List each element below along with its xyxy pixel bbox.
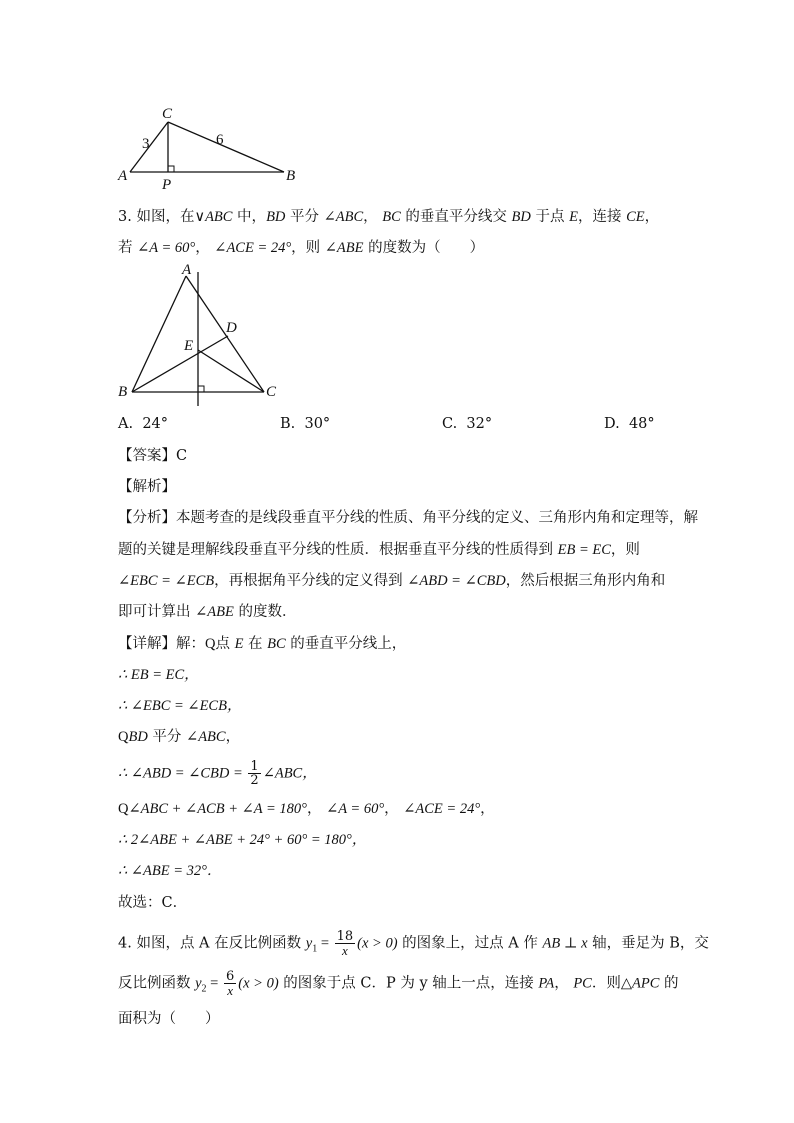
right-angle-mark (168, 166, 174, 172)
math: △APC (620, 975, 660, 992)
detail-line-7: ∴ 2∠ABE + ∠ABE + 24° + 60° = 180°， (118, 832, 367, 848)
fraction-denominator: 2 (250, 773, 259, 788)
text: ，再根据角平分线的定义得到 (214, 573, 408, 589)
math: EB = EC (557, 542, 611, 558)
text: ， (225, 729, 241, 745)
label-e: E (184, 338, 194, 354)
option-value: 24° (142, 416, 169, 432)
text: 平分 (285, 209, 324, 225)
fraction-6-over-x (224, 970, 236, 997)
text: ， (480, 801, 495, 817)
math: ∠EBC = ∠ECB (118, 573, 215, 589)
math: AB ⊥ x (542, 935, 588, 952)
math-abc: ∠ABC (323, 209, 364, 225)
text: 平分 (147, 729, 187, 745)
segment-bd (132, 336, 228, 392)
label-c: C (266, 384, 277, 400)
option-c (442, 414, 492, 434)
text: ， (644, 209, 660, 225)
math-e: E (569, 209, 578, 225)
text: 【详解】解： (118, 636, 205, 652)
option-value: 30° (304, 416, 331, 432)
detail-line-8: ∴ ∠ABE = 32°． (118, 863, 222, 879)
text: ， (363, 209, 383, 225)
text: ，然后根据三角形内角和 (505, 573, 666, 589)
fraction-numerator: 18 (336, 929, 354, 944)
math: ∠ACE = 24° (403, 801, 481, 817)
math-angle-abe: ∠ABE (324, 240, 364, 256)
because-symbol: Q (205, 636, 216, 652)
option-letter: C. (442, 416, 458, 432)
text: ．则 (591, 975, 621, 992)
option-d (604, 414, 655, 434)
text: 4. 如图，点 A 在反比例函数 (118, 935, 306, 952)
text: 的图象于点 C．P 为 y 轴上一点，连接 (278, 975, 539, 992)
text: 的度数为（ ） (363, 240, 485, 256)
detail-line-5 (118, 760, 317, 787)
analysis-line-1: 【分析】本题考查的是线段垂直平分线的性质、角平分线的定义、三角形内角和定理等，解 (118, 510, 698, 526)
label-c: C (162, 106, 173, 122)
math: ∴ ∠ABD = ∠CBD = (118, 765, 247, 782)
detail-line-2: ∴ EB = EC， (118, 667, 199, 683)
subscript: 2 (201, 983, 207, 995)
text: 在 (243, 636, 268, 652)
math: ∠ABC， (262, 765, 317, 782)
subscript: 1 (312, 943, 318, 955)
detail-line-4 (118, 727, 240, 747)
analysis-line-3 (118, 571, 665, 591)
text: 的图象上，过点 A 作 (397, 935, 543, 952)
q3-number: 3. 如图，在 (118, 209, 195, 225)
text: 轴，垂足为 B，交 (587, 935, 709, 952)
label-cb-length: 6 (216, 132, 224, 148)
option-a (118, 414, 168, 434)
math: PA (538, 975, 555, 992)
math-bd: BD (511, 209, 531, 225)
option-b (280, 414, 330, 434)
label-a: A (118, 168, 128, 184)
fraction-numerator: 1 (250, 759, 259, 774)
text: ， (384, 801, 404, 817)
label-p: P (162, 177, 172, 192)
figure-triangle-apb (112, 100, 312, 192)
q4-line-3: 面积为（ ） (118, 1011, 220, 1027)
math: ∠ABC (186, 729, 226, 745)
text: 若 (118, 240, 138, 256)
segment-ec (198, 350, 264, 392)
math: E (234, 636, 244, 652)
fraction-numerator: 6 (225, 969, 235, 984)
math: y (195, 975, 202, 992)
figure-triangle-abc (112, 262, 292, 412)
detail-line-3: ∴ ∠EBC = ∠ECB， (118, 698, 242, 714)
answer: 【答案】C (118, 448, 188, 464)
fraction-denominator: x (342, 943, 348, 958)
option-value: 32° (466, 416, 493, 432)
right-angle-mark (198, 386, 204, 392)
text: 的 (659, 975, 679, 992)
detail-line-9: 故选：C． (118, 895, 188, 911)
text: ，则 (610, 542, 640, 558)
side-ab (132, 276, 186, 392)
text: ，连接 (577, 209, 627, 225)
text: 反比例函数 (118, 975, 196, 992)
text: 题的关键是理解线段垂直平分线的性质．根据垂直平分线的性质得到 (118, 542, 558, 558)
math: = (317, 935, 333, 952)
option-letter: A. (118, 416, 134, 432)
text: ， (195, 240, 215, 256)
option-letter: D. (604, 416, 620, 432)
label-d: D (226, 320, 237, 336)
math: ∠A = 60° (326, 801, 385, 817)
side-cb (168, 122, 284, 172)
math-angle-ace: ∠ACE = 24° (214, 240, 292, 256)
math: BD (128, 729, 148, 745)
math: (x > 0) (238, 975, 279, 992)
text: 的垂直平分线交 (400, 209, 512, 225)
text: 即可计算出 (118, 604, 196, 620)
label-b: B (118, 384, 128, 400)
math-angle-a: ∠A = 60° (137, 240, 196, 256)
math: = (206, 975, 222, 992)
text: 的垂直平分线上， (285, 636, 407, 652)
math: ∠ABC + ∠ACB + ∠A = 180° (128, 801, 307, 817)
label-a: A (182, 262, 192, 278)
text: 的度数． (233, 604, 297, 620)
text: ， (554, 975, 574, 992)
q4-line-2 (118, 970, 679, 999)
detail-line-1 (118, 634, 406, 654)
math-bd: BD (266, 209, 286, 225)
fraction-18-over-x (335, 930, 356, 957)
text: 点 (215, 636, 235, 652)
option-value: 48° (628, 416, 655, 432)
math: y (305, 935, 313, 952)
fraction-denominator: x (227, 983, 234, 998)
math: BC (267, 636, 286, 652)
math-bc: BC (382, 209, 401, 225)
q3-line-2 (118, 238, 484, 258)
because-symbol: Q (118, 729, 129, 745)
label-ac-length: 3 (142, 136, 150, 152)
math: (x > 0) (357, 935, 398, 952)
text: 中， (232, 209, 267, 225)
text: ，则 (291, 240, 325, 256)
label-b: B (286, 168, 296, 184)
math: ∠ABE (195, 604, 234, 620)
math: PC (573, 975, 592, 992)
text: 于点 (530, 209, 570, 225)
math-ce: CE (626, 209, 645, 225)
fraction-one-half (248, 760, 260, 787)
option-letter: B. (280, 416, 296, 432)
analysis-line-2 (118, 540, 640, 560)
text: ， (306, 801, 327, 817)
math-tri: ∨ABC (194, 209, 233, 225)
because-symbol: Q (118, 801, 129, 817)
analysis-heading: 【解析】 (118, 479, 176, 495)
analysis-line-4 (118, 602, 296, 622)
q3-line-1 (118, 207, 659, 227)
math: ∠ABD = ∠CBD (407, 573, 506, 589)
q4-line-1 (118, 930, 709, 959)
detail-line-6 (118, 799, 495, 819)
